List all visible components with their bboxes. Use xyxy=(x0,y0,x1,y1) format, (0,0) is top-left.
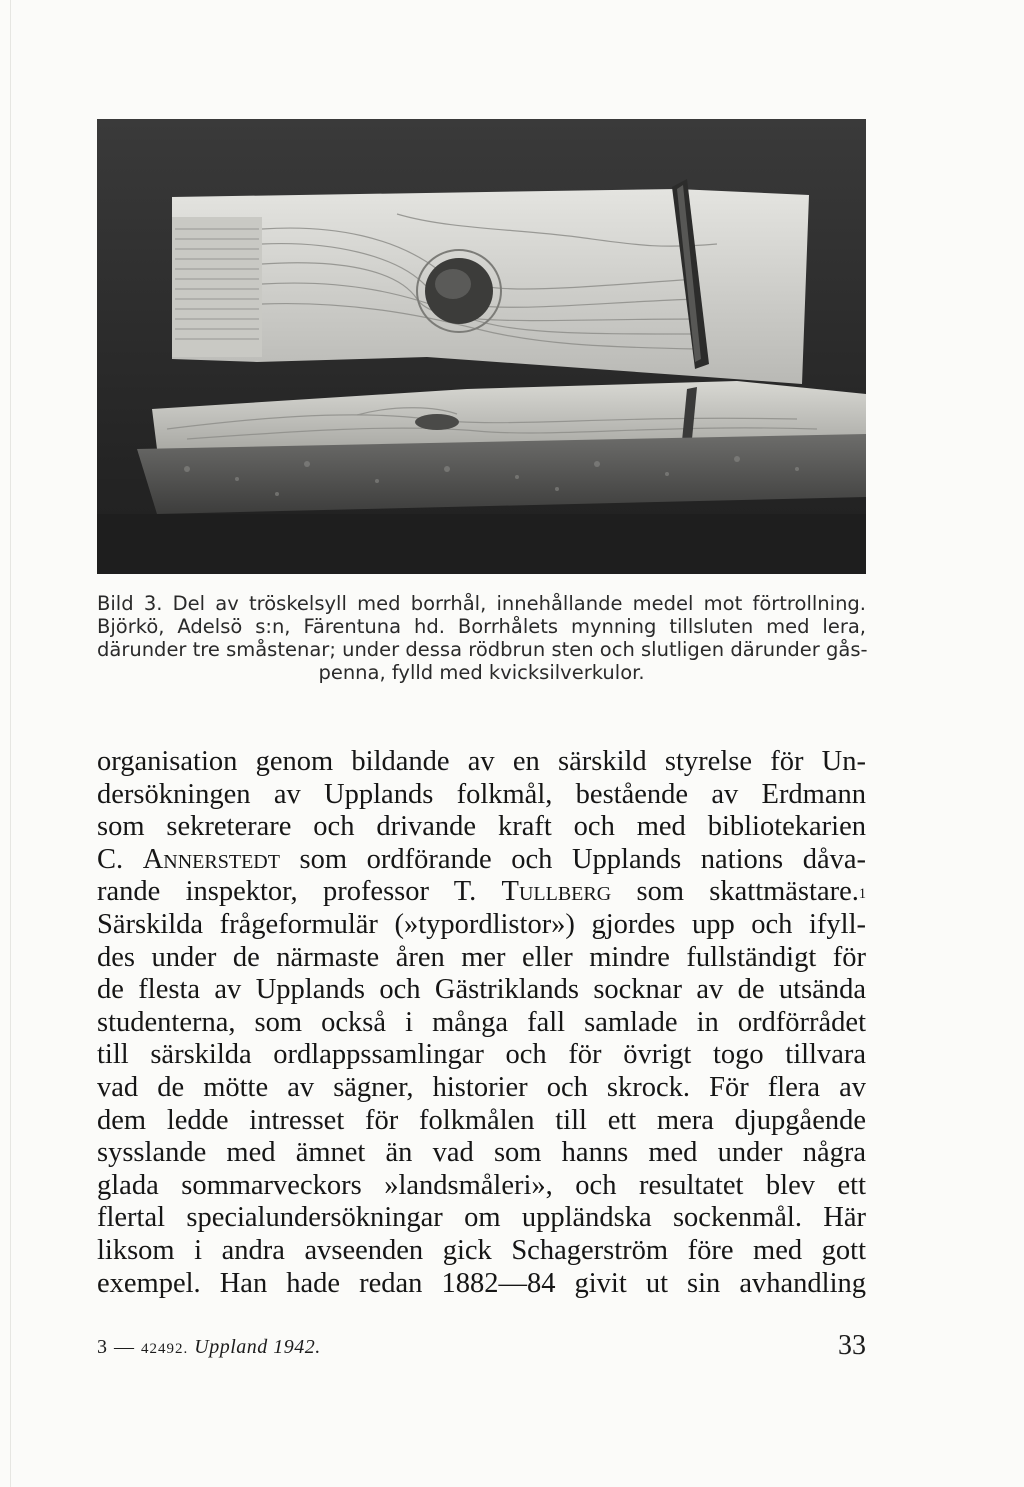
body-line: studenterna, som också i många fall samlade in ordförrådet xyxy=(97,1006,866,1038)
person-name-tullberg: Tullberg xyxy=(501,876,612,908)
figure-photograph xyxy=(97,119,866,574)
body-line: liksom i andra avseenden gick Schagerström före med gott xyxy=(97,1234,866,1266)
signature-prefix: 3 — xyxy=(97,1336,141,1358)
body-line: vad de mötte av sägner, historier och skrock. För flera av xyxy=(97,1071,866,1103)
body-line: till särskilda ordlappssamlingar och för övrigt togo tillvara xyxy=(97,1039,866,1071)
signature-number: 42492. xyxy=(141,1341,189,1357)
body-line: glada sommarveckors »landsmåleri», och resultatet blev ett xyxy=(97,1169,866,1201)
publication-title: Uppland 1942. xyxy=(194,1336,321,1358)
body-line: som sekreterare och drivande kraft och med bibliotekarien xyxy=(97,811,866,843)
page-footer xyxy=(97,1330,866,1364)
body-line-annerstedt xyxy=(97,844,866,877)
footnote-marker: 1 xyxy=(858,886,866,903)
page-edge xyxy=(10,0,11,1487)
body-line-tullberg xyxy=(97,876,866,909)
text-fragment: C. xyxy=(97,843,143,875)
body-line: organisation genom bildande av en särskild styrelse för Un- xyxy=(97,746,866,777)
figure-caption xyxy=(97,592,866,684)
threshold-sill-photo xyxy=(97,119,866,574)
body-line: sysslande med ämnet än vad som hanns med under några xyxy=(97,1137,866,1169)
text-fragment: som skattmästare. xyxy=(611,876,859,908)
body-line: des under de närmaste åren mer eller mindre fullständigt för xyxy=(97,941,866,973)
body-line: dersökningen av Upplands folkmål, bestående av Erdmann xyxy=(97,778,866,810)
printer-signature xyxy=(97,1336,321,1359)
body-line: exempel. Han hade redan 1882—84 givit ut sin avhandling xyxy=(97,1267,866,1299)
body-line: Särskilda frågeformulär (»typordlistor») gjordes upp och ifyll- xyxy=(97,908,866,940)
caption-line: Björkö, Adelsö s:n, Färentuna hd. Borrhålets mynning tillsluten med lera, xyxy=(97,615,866,638)
body-line: de flesta av Upplands och Gästriklands socknar av de utsända xyxy=(97,974,866,1006)
person-name-annerstedt: Annerstedt xyxy=(142,843,280,875)
body-line: dem ledde intresset för folkmålen till ett mera djupgående xyxy=(97,1104,866,1136)
text-fragment: rande inspektor, professor T. xyxy=(97,876,502,908)
text-fragment: som ordförande och Upplands nations dåva- xyxy=(279,843,866,875)
caption-line: därunder tre småstenar; under dessa rödbrun sten och slutligen därunder gås- xyxy=(97,638,868,661)
body-line: flertal specialundersökningar om uppländska sockenmål. Här xyxy=(97,1202,866,1234)
body-paragraph xyxy=(97,746,866,1300)
caption-line: penna, fylld med kvicksilverkulor. xyxy=(318,661,645,684)
page-number: 33 xyxy=(838,1330,866,1361)
caption-line: Bild 3. Del av tröskelsyll med borrhål, innehållande medel mot förtrollning. xyxy=(97,592,866,615)
